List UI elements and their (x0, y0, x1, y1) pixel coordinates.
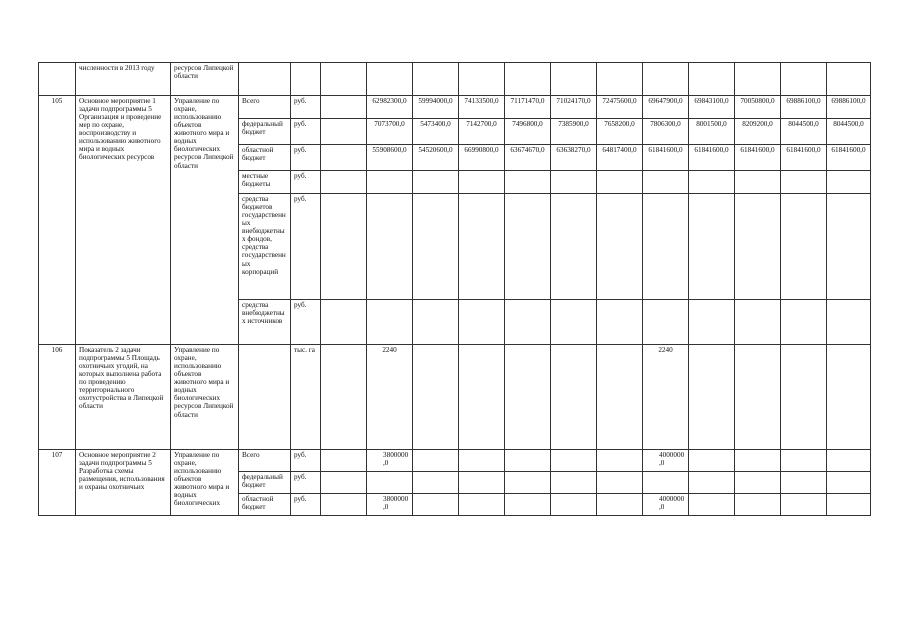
value-cell (505, 450, 551, 472)
value-cell: 8044500,0 (781, 119, 827, 145)
unit-cell: руб. (291, 494, 321, 516)
value-cell (781, 345, 827, 450)
value-cell: 7142700,0 (459, 119, 505, 145)
executor-cell: Управление по охране, использованию объектов животного мира и водных биологических ресурсов Липецкой области (171, 345, 239, 450)
value-cell (413, 494, 459, 516)
value-cell: 71024170,0 (551, 96, 597, 119)
value-cell (551, 300, 597, 345)
row-number-cell: 106 (39, 345, 76, 450)
measure-name-cell: Основное мероприятие 1 задачи подпрограммы 5 Организация и проведение мер по охране, воспроизводству и использованию животного мира и водных биологических ресурсов (76, 96, 171, 345)
value-cell: 8209200,0 (735, 119, 781, 145)
value-cell (689, 171, 735, 194)
value-cell (827, 450, 871, 472)
value-cell (459, 494, 505, 516)
value-cell (827, 300, 871, 345)
value-cell: 7385900,0 (551, 119, 597, 145)
row-number-cell: 105 (39, 96, 76, 345)
value-cell (643, 63, 689, 96)
table-row (39, 345, 871, 450)
value-cell (367, 63, 413, 96)
value-cell: 74133500,0 (459, 96, 505, 119)
value-cell (321, 194, 367, 300)
value-cell: 61841600,0 (643, 145, 689, 171)
unit-cell: руб. (291, 145, 321, 171)
value-cell (781, 472, 827, 494)
value-cell: 69886100,0 (781, 96, 827, 119)
funding-source-cell: областной бюджет (239, 145, 291, 171)
value-cell (735, 345, 781, 450)
funding-source-cell (239, 345, 291, 450)
value-cell (597, 300, 643, 345)
row-number-cell: 107 (39, 450, 76, 516)
unit-cell: руб. (291, 472, 321, 494)
value-cell (505, 300, 551, 345)
value-cell (781, 450, 827, 472)
value-cell (597, 450, 643, 472)
value-cell (321, 96, 367, 119)
value-cell (827, 345, 871, 450)
value-cell: 54520600,0 (413, 145, 459, 171)
executor-cell: Управление по охране, использованию объектов животного мира и водных биологических ресурсов Липецкой области (171, 96, 239, 345)
value-cell (689, 63, 735, 96)
value-cell: 8001500,0 (689, 119, 735, 145)
measure-name-cell: Основное мероприятие 2 задачи подпрограммы 5 Разработка схемы размещения, использования и охраны охотничьих (76, 450, 171, 516)
value-cell: 8044500,0 (827, 119, 871, 145)
value-cell (689, 345, 735, 450)
value-cell (413, 63, 459, 96)
value-cell (413, 450, 459, 472)
funding-source-cell: Всего (239, 450, 291, 472)
value-cell: 7806300,0 (643, 119, 689, 145)
value-cell (505, 194, 551, 300)
value-cell: 7658200,0 (597, 119, 643, 145)
measure-name-cell: Показатель 2 задачи подпрограммы 5 Площадь охотничьих угодий, на которых выполнена работа по проведению территориального охотустройства в Липецкой области (76, 345, 171, 450)
unit-cell: руб. (291, 171, 321, 194)
value-cell: 59994000,0 (413, 96, 459, 119)
value-cell: 7496800,0 (505, 119, 551, 145)
funding-source-cell: средства бюджетов государственных внебюджетных фондов, средства государственных корпораций (239, 194, 291, 300)
value-cell (551, 450, 597, 472)
value-cell (689, 194, 735, 300)
value-cell (689, 494, 735, 516)
value-cell (643, 472, 689, 494)
value-cell (643, 300, 689, 345)
value-cell: 61841600,0 (781, 145, 827, 171)
value-cell (689, 472, 735, 494)
value-cell: 7073700,0 (367, 119, 413, 145)
table-row (39, 96, 871, 119)
funding-source-cell: средства внебюджетных источников (239, 300, 291, 345)
value-cell (413, 194, 459, 300)
value-cell (551, 472, 597, 494)
value-cell (827, 494, 871, 516)
value-cell (459, 450, 505, 472)
value-cell (781, 171, 827, 194)
value-cell (459, 300, 505, 345)
value-cell (781, 300, 827, 345)
value-cell (827, 472, 871, 494)
unit-cell: руб. (291, 300, 321, 345)
value-cell (689, 300, 735, 345)
measure-name-cell: численности в 2013 году (76, 63, 171, 96)
value-cell (735, 472, 781, 494)
funding-source-cell: Всего (239, 96, 291, 119)
value-cell (459, 194, 505, 300)
value-cell (689, 450, 735, 472)
value-cell: 63638270,0 (551, 145, 597, 171)
value-cell: 62982300,0 (367, 96, 413, 119)
unit-cell: тыс. га (291, 345, 321, 450)
value-cell (597, 171, 643, 194)
value-cell (321, 300, 367, 345)
value-cell (735, 494, 781, 516)
value-cell: 64817400,0 (597, 145, 643, 171)
executor-cell: ресурсов Липецкой области (171, 63, 239, 96)
value-cell (459, 345, 505, 450)
funding-source-cell: местные бюджеты (239, 171, 291, 194)
value-cell: 69843100,0 (689, 96, 735, 119)
value-cell (781, 63, 827, 96)
source-cell (239, 63, 291, 96)
value-cell: 72475600,0 (597, 96, 643, 119)
value-cell (827, 63, 871, 96)
value-cell (735, 194, 781, 300)
value-cell (505, 472, 551, 494)
value-cell: 61841600,0 (827, 145, 871, 171)
value-cell (735, 63, 781, 96)
value-cell (321, 494, 367, 516)
value-cell (459, 472, 505, 494)
value-cell: 66990800,0 (459, 145, 505, 171)
value-cell (367, 171, 413, 194)
value-cell: 69647900,0 (643, 96, 689, 119)
value-cell (781, 194, 827, 300)
value-cell: 61841600,0 (735, 145, 781, 171)
table-row (39, 450, 871, 472)
funding-source-cell: областной бюджет (239, 494, 291, 516)
table-row (39, 63, 871, 96)
value-cell (551, 194, 597, 300)
value-cell (643, 194, 689, 300)
value-cell: 5473400,0 (413, 119, 459, 145)
executor-cell: Управление по охране, использованию объектов животного мира и водных биологических (171, 450, 239, 516)
value-cell: 69886100,0 (827, 96, 871, 119)
value-cell: 61841600,0 (689, 145, 735, 171)
value-cell (413, 171, 459, 194)
value-cell (643, 171, 689, 194)
value-cell (735, 450, 781, 472)
value-cell (551, 345, 597, 450)
value-cell (321, 145, 367, 171)
value-cell (321, 345, 367, 450)
value-cell (413, 472, 459, 494)
value-cell: 63674670,0 (505, 145, 551, 171)
unit-cell: руб. (291, 96, 321, 119)
value-cell: 4000000,0 (643, 494, 689, 516)
value-cell: 4000000,0 (643, 450, 689, 472)
value-cell: 3800000,0 (367, 494, 413, 516)
value-cell: 2240 (643, 345, 689, 450)
value-cell: 2240 (367, 345, 413, 450)
value-cell: 3800000,0 (367, 450, 413, 472)
value-cell (551, 494, 597, 516)
value-cell (505, 63, 551, 96)
value-cell (321, 171, 367, 194)
value-cell (781, 494, 827, 516)
value-cell: 70050800,0 (735, 96, 781, 119)
value-cell: 71171470,0 (505, 96, 551, 119)
value-cell (597, 472, 643, 494)
value-cell (551, 171, 597, 194)
value-cell (597, 345, 643, 450)
value-cell (367, 472, 413, 494)
value-cell (597, 63, 643, 96)
funding-source-cell: федеральный бюджет (239, 119, 291, 145)
value-cell (551, 63, 597, 96)
row-number-cell (39, 63, 76, 96)
value-cell (505, 345, 551, 450)
value-cell (827, 194, 871, 300)
unit-cell: руб. (291, 450, 321, 472)
value-cell (321, 450, 367, 472)
value-cell (413, 345, 459, 450)
value-cell (735, 171, 781, 194)
value-cell (321, 63, 367, 96)
unit-cell: руб. (291, 194, 321, 300)
value-cell (321, 119, 367, 145)
program-table (38, 62, 871, 516)
value-cell (597, 494, 643, 516)
value-cell (827, 171, 871, 194)
value-cell (367, 300, 413, 345)
value-cell: 55908600,0 (367, 145, 413, 171)
value-cell (505, 171, 551, 194)
value-cell (367, 194, 413, 300)
value-cell (321, 472, 367, 494)
value-cell (597, 194, 643, 300)
value-cell (735, 300, 781, 345)
value-cell (413, 300, 459, 345)
funding-source-cell: федеральный бюджет (239, 472, 291, 494)
unit-cell: руб. (291, 119, 321, 145)
unit-cell (291, 63, 321, 96)
value-cell (459, 63, 505, 96)
value-cell (505, 494, 551, 516)
value-cell (459, 171, 505, 194)
